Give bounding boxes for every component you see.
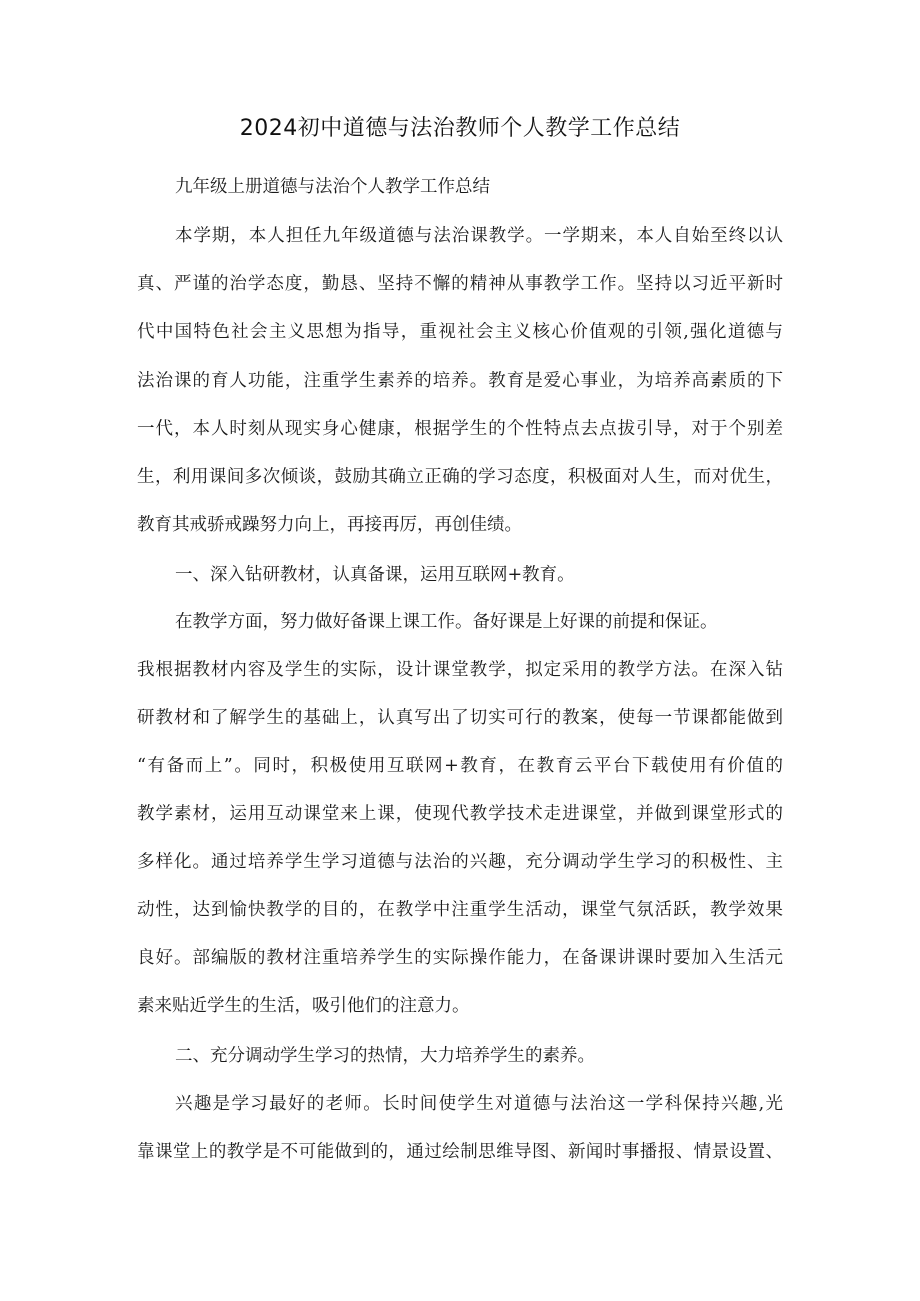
section-heading-1: 一、深入钻研教材，认真备课，运用互联网+教育。 <box>175 565 575 585</box>
paragraph-line: 动性，达到愉快教学的目的，在教学中注重学生活动，课堂气氛活跃，教学效果 <box>137 900 783 920</box>
paragraph-line: 代中国特色社会主义思想为指导，重视社会主义核心价值观的引领,强化道德与 <box>137 322 783 342</box>
paragraph-line: 生，利用课间多次倾谈，鼓励其确立正确的学习态度，积极面对人生，而对优生， <box>137 467 783 487</box>
document-title: 2024初中道德与法治教师个人教学工作总结 <box>239 116 681 141</box>
paragraph-line: 真、严谨的治学态度，勤恳、坚持不懈的精神从事教学工作。坚持以习近平新时 <box>137 274 783 294</box>
paragraph-line: “有备而上”。同时，积极使用互联网+教育，在教育云平台下载使用有价值的 <box>137 756 783 776</box>
paragraph-line: 多样化。通过培养学生学习道德与法治的兴趣，充分调动学生学习的积极性、主 <box>137 852 783 872</box>
paragraph-line: 一代，本人时刻从现实身心健康，根据学生的个性特点去点拔引导，对于个别差 <box>137 419 783 439</box>
paragraph-line: 本学期，本人担任九年级道德与法治课教学。一学期来，本人自始至终以认 <box>175 226 783 246</box>
paragraph-line: 我根据教材内容及学生的实际，设计课堂教学，拟定采用的教学方法。在深入钻 <box>137 660 783 680</box>
paragraph-line: 靠课堂上的教学是不可能做到的，通过绘制思维导图、新闻时事播报、情景设置、 <box>137 1142 783 1162</box>
subtitle-line: 九年级上册道德与法治个人教学工作总结 <box>175 177 490 197</box>
paragraph-line: 良好。部编版的教材注重培养学生的实际操作能力，在备课讲课时要加入生活元 <box>137 948 783 968</box>
paragraph-line: 法治课的育人功能，注重学生素养的培养。教育是爱心事业，为培养高素质的下 <box>137 371 783 391</box>
section-heading-2: 二、充分调动学生学习的热情，大力培养学生的素养。 <box>175 1046 595 1066</box>
paragraph-line: 素来贴近学生的生活，吸引他们的注意力。 <box>137 996 470 1016</box>
paragraph-line: 研教材和了解学生的基础上，认真写出了切实可行的教案，使每一节课都能做到 <box>137 708 783 728</box>
paragraph-line: 兴趣是学习最好的老师。长时间使学生对道德与法治这一学科保持兴趣,光 <box>175 1094 783 1114</box>
paragraph-line: 在教学方面，努力做好备课上课工作。备好课是上好课的前提和保证。 <box>175 612 718 632</box>
paragraph-line: 教育其戒骄戒躁努力向上，再接再厉，再创佳绩。 <box>137 515 522 535</box>
paragraph-line: 教学素材，运用互动课堂来上课，使现代教学技术走进课堂，并做到课堂形式的 <box>137 804 783 824</box>
